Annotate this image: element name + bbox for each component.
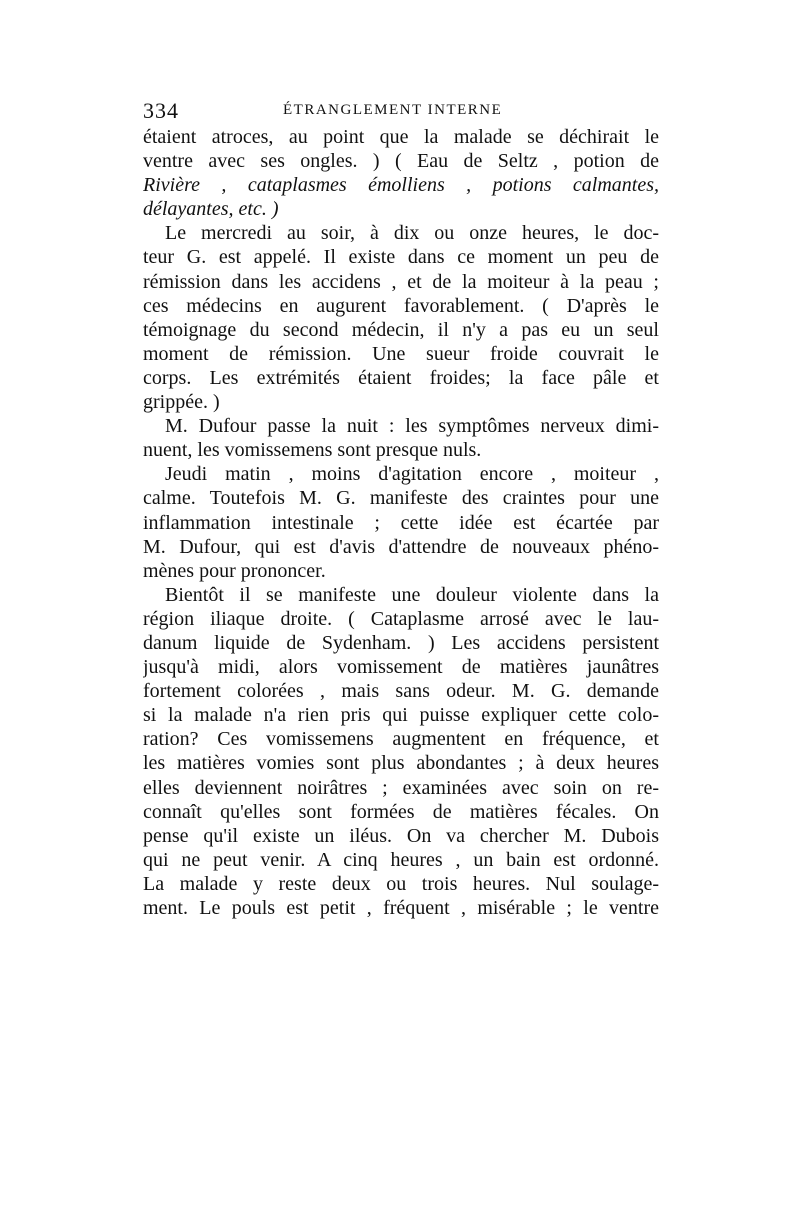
- text-line: jusqu'à midi, alors vomissement de matières jaunâtres: [143, 656, 659, 679]
- text-line: M. Dufour, qui est d'avis d'attendre de nouveaux phéno-: [143, 535, 659, 558]
- text-line: délayantes, etc. ): [143, 198, 279, 221]
- text-line: inflammation intestinale ; cette idée est écartée par: [143, 511, 659, 534]
- text-line: grippée. ): [143, 391, 220, 414]
- text-line: fortement colorées , mais sans odeur. M. G. demande: [143, 680, 659, 703]
- text-line: moment de rémission. Une sueur froide couvrait le: [143, 342, 659, 365]
- paragraph-start-line: M. Dufour passe la nuit : les symptômes nerveux dimi-: [165, 415, 659, 438]
- text-line: teur G. est appelé. Il existe dans ce moment un peu de: [143, 246, 659, 269]
- paragraph-start-line: Le mercredi au soir, à dix ou onze heures, le doc-: [165, 222, 659, 245]
- text-line: ment. Le pouls est petit , fréquent , misérable ; le ventre: [143, 897, 659, 919]
- text-line: La malade y reste deux ou trois heures. Nul soulage-: [143, 872, 659, 895]
- text-line: rémission dans les accidens , et de la moiteur à la peau ;: [143, 270, 659, 293]
- text-line: connaît qu'elles sont formées de matières fécales. On: [143, 800, 659, 823]
- text-line: ration? Ces vomissemens augmentent en fréquence, et: [143, 728, 659, 751]
- text-line: mènes pour prononcer.: [143, 559, 326, 582]
- text-line: danum liquide de Sydenham. ) Les accidens persistent: [143, 631, 659, 654]
- text-line: corps. Les extrémités étaient froides; la face pâle et: [143, 366, 659, 389]
- text-line: calme. Toutefois M. G. manifeste des craintes pour une: [143, 487, 659, 510]
- paragraph-start-line: Jeudi matin , moins d'agitation encore , moiteur ,: [165, 463, 659, 486]
- text-line: témoignage du second médecin, il n'y a pas eu un seul: [143, 318, 659, 341]
- text-line: si la malade n'a rien pris qui puisse expliquer cette colo-: [143, 704, 659, 727]
- text-line: ces médecins en augurent favorablement. ( D'après le: [143, 294, 659, 317]
- text-line: elles deviennent noirâtres ; examinées avec soin on re-: [143, 776, 659, 799]
- text-line: ventre avec ses ongles. ) ( Eau de Seltz , potion de: [143, 150, 659, 173]
- text-line: les matières vomies sont plus abondantes ; à deux heures: [143, 752, 659, 775]
- text-line: pense qu'il existe un iléus. On va chercher M. Dubois: [143, 824, 659, 847]
- paragraph-start-line: Bientôt il se manifeste une douleur violente dans la: [165, 583, 659, 606]
- page-header: [143, 98, 663, 128]
- text-line: étaient atroces, au point que la malade se déchirait le: [143, 126, 659, 148]
- body-text: [143, 125, 659, 920]
- text-line: nuent, les vomissemens sont presque nuls.: [143, 439, 482, 462]
- page-number: 334: [143, 98, 179, 123]
- text-line: qui ne peut venir. A cinq heures , un bain est ordonné.: [143, 848, 659, 871]
- text-line: Rivière , cataplasmes émolliens , potions calmantes,: [143, 174, 659, 197]
- running-title: ÉTRANGLEMENT INTERNE: [283, 102, 503, 118]
- text-line: région iliaque droite. ( Cataplasme arrosé avec le lau-: [143, 607, 659, 630]
